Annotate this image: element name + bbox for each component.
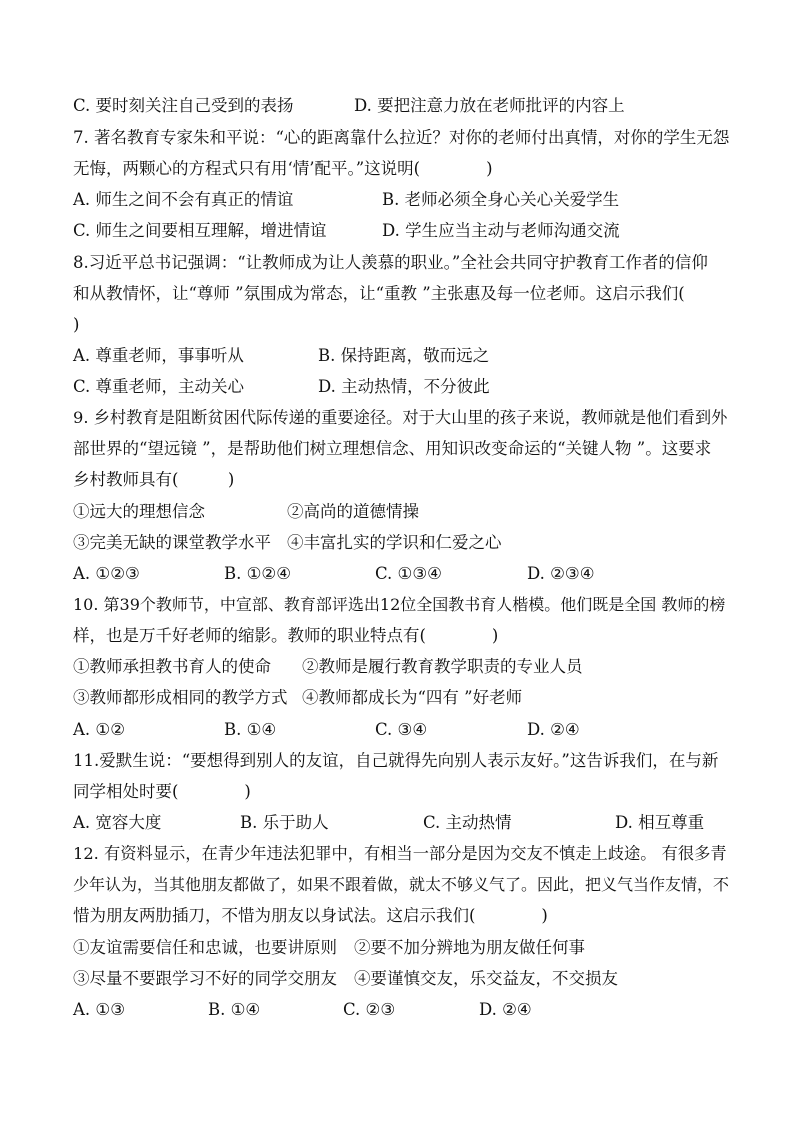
q7-stem-line1: 7. 著名教育专家朱和平说：“心的距离靠什么拉近？对你的老师付出真情，对你的学生无怨 [73, 128, 730, 147]
q7-option-a: A. 师生之间不会有真正的情谊 [73, 190, 294, 209]
q11-option-d: D. 相互尊重 [615, 813, 705, 832]
q10-option-b: B. ①④ [224, 720, 277, 739]
q10-stem-line2: 样，也是万千好老师的缩影。教师的职业特点有( ) [73, 626, 499, 645]
q11-stem-line2: 同学相处时要( ) [73, 782, 251, 801]
q7-option-b: B. 老师必须全身心关心关爱学生 [382, 190, 620, 209]
q9-stem-line2: 部世界的“望远镜 ”，是帮助他们树立理想信念、用知识改变命运的“关键人物 ”。这要求 [73, 439, 712, 458]
q12-statement-4: ④要谨慎交友，乐交益友，不交损友 [354, 969, 618, 988]
q7-option-d: D. 学生应当主动与老师沟通交流 [382, 221, 620, 240]
q12-stem-line2: 少年认为，当其他朋友都做了，如果不跟着做，就太不够义气了。因此，把义气当作友情，不 [73, 875, 730, 894]
q10-option-d: D. ②④ [527, 720, 580, 739]
q12-statement-1: ①友谊需要信任和忠诚，也要讲原则 [73, 938, 337, 957]
q10-option-c: C. ③④ [375, 720, 428, 739]
q6-option-c: C. 要时刻关注自己受到的表扬 [73, 96, 294, 115]
q8-option-a: A. 尊重老师，事事听从 [73, 346, 244, 365]
q10-statement-1: ①教师承担教书育人的使命 [73, 657, 271, 676]
q9-statement-3: ③完美无缺的课堂教学水平 [73, 533, 271, 552]
q10-statement-4: ④教师都成长为“四有 ”好老师 [302, 688, 523, 707]
q9-stem-line3: 乡村教师具有( ) [73, 470, 235, 489]
q11-option-c: C. 主动热情 [423, 813, 512, 832]
q12-stem-line1: 12. 有资料显示，在青少年违法犯罪中，有相当一部分是因为交友不慎走上歧途。 有很多青 [73, 844, 727, 863]
q8-stem-line2: 和从教情怀，让“尊师 ”氛围成为常态，让“重教 ”主张惠及每一位老师。这启示我们( [73, 284, 685, 303]
q7-option-c: C. 师生之间要相互理解，增进情谊 [73, 221, 327, 240]
q8-option-d: D. 主动热情，不分彼此 [318, 377, 490, 396]
q12-option-d: D. ②④ [479, 1000, 532, 1019]
q9-option-a: A. ①②③ [73, 564, 140, 583]
q8-stem-line1: 8.习近平总书记强调：“让教师成为让人羡慕的职业。”全社会共同守护教育工作者的信仰 [73, 253, 708, 272]
q12-option-b: B. ①④ [208, 1000, 261, 1019]
q10-statement-2: ②教师是履行教育教学职责的专业人员 [302, 657, 583, 676]
q9-option-b: B. ①②④ [224, 564, 291, 583]
q11-option-b: B. 乐于助人 [240, 813, 329, 832]
q12-option-c: C. ②③ [343, 1000, 396, 1019]
q7-stem-line2: 无悔，两颗心的方程式只有用‘情’配平。”这说明( ) [73, 159, 493, 178]
q12-statement-2: ②要不加分辨地为朋友做任何事 [354, 938, 585, 957]
q9-statement-2: ②高尚的道德情操 [287, 502, 419, 521]
q10-stem-line1: 10. 第39个教师节，中宣部、教育部评选出12位全国教书育人楷模。他们既是全国 教师的榜 [73, 595, 726, 614]
q12-statement-3: ③尽量不要跟学习不好的同学交朋友 [73, 969, 337, 988]
q11-stem-line1: 11.爱默生说：“要想得到别人的友谊，自己就得先向别人表示友好。”这告诉我们，在与新 [73, 751, 719, 770]
q6-option-d: D. 要把注意力放在老师批评的内容上 [354, 96, 625, 115]
q9-stem-line1: 9. 乡村教育是阻断贫困代际传递的重要途径。对于大山里的孩子来说，教师就是他们看到外 [73, 408, 728, 427]
q8-option-b: B. 保持距离，敬而远之 [318, 346, 490, 365]
q11-option-a: A. 宽容大度 [73, 813, 162, 832]
q8-stem-line3: ) [73, 315, 80, 334]
q8-option-c: C. 尊重老师，主动关心 [73, 377, 245, 396]
q9-statement-4: ④丰富扎实的学识和仁爱之心 [287, 533, 502, 552]
q12-option-a: A. ①③ [73, 1000, 125, 1019]
q9-option-d: D. ②③④ [527, 564, 595, 583]
q12-stem-line3: 惜为朋友两肋插刀，不惜为朋友以身试法。这启示我们( ) [73, 906, 548, 925]
q9-statement-1: ①远大的理想信念 [73, 502, 205, 521]
q10-statement-3: ③教师都形成相同的教学方式 [73, 688, 288, 707]
q9-option-c: C. ①③④ [375, 564, 442, 583]
q10-option-a: A. ①② [73, 720, 125, 739]
